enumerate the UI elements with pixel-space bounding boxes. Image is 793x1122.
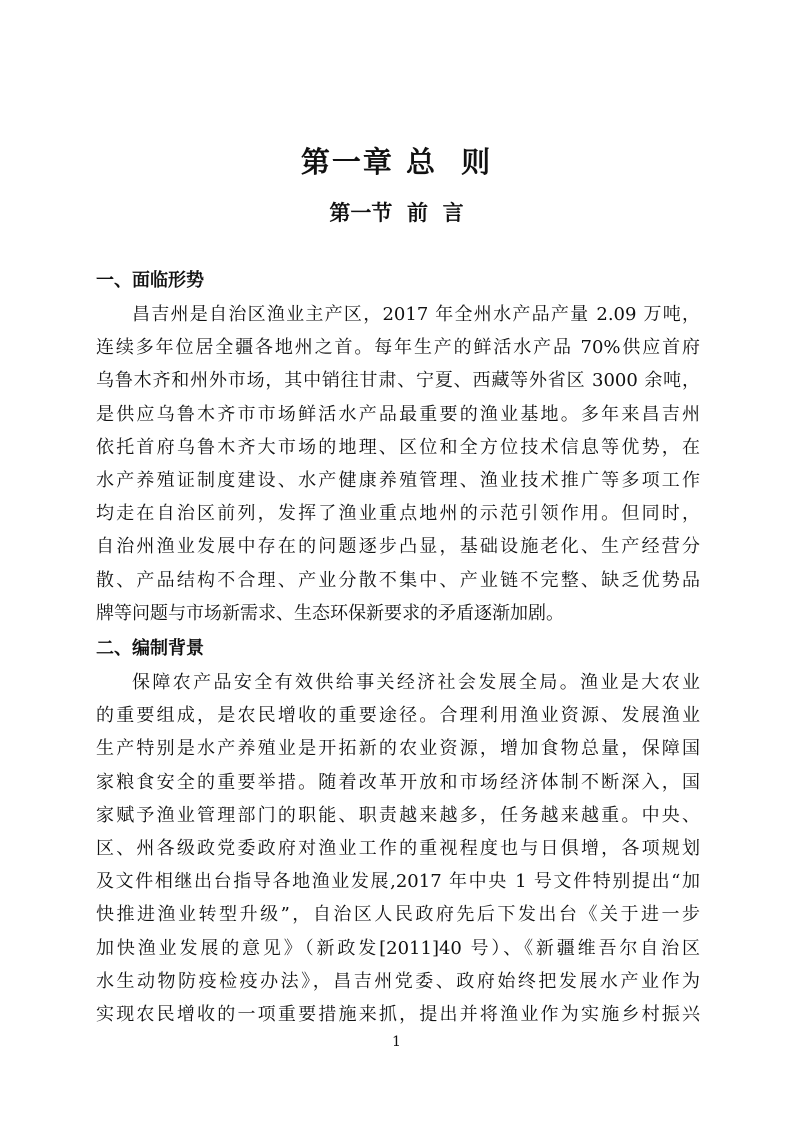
paragraph-line: 快推进渔业转型升级”，自治区人民政府先后下发出台《关于进一步	[96, 904, 700, 926]
heading-background: 二、编制背景	[96, 638, 204, 659]
paragraph-line: 保障农产品安全有效供给事关经济社会发展全局。渔业是大农业	[132, 672, 700, 693]
paragraph-line: 散、产品结构不合理、产业分散不集中、产业链不完整、缺乏优势品	[96, 569, 700, 591]
paragraph-line: 牌等问题与市场新需求、生态环保新要求的矛盾逐渐加剧。	[96, 602, 564, 624]
paragraph-line: 昌吉州是自治区渔业主产区，2017 年全州水产品产量 2.09 万吨，	[132, 304, 700, 325]
section-title: 第一节 前 言	[329, 201, 464, 225]
paragraph-line: 乌鲁木齐和州外市场，其中销往甘肃、宁夏、西藏等外省区 3000 余吨，	[96, 370, 700, 392]
page-number: 1	[392, 1034, 401, 1050]
paragraph-line: 家粮食安全的重要举措。随着改革开放和市场经济体制不断深入，国	[96, 771, 700, 793]
paragraph-line: 及文件相继出台指导各地渔业发展,2017 年中央 1 号文件特别提出“加	[96, 871, 700, 893]
paragraph-line: 加快渔业发展的意见》（新政发[2011]40 号）、《新疆维吾尔自治区	[96, 937, 700, 959]
paragraph-line: 水生动物防疫检疫办法》，昌吉州党委、政府始终把发展水产业作为	[96, 970, 700, 992]
paragraph-line: 生产特别是水产养殖业是开拓新的农业资源，增加食物总量，保障国	[96, 738, 700, 760]
paragraph-line: 区、州各级政党委政府对渔业工作的重视程度也与日俱增，各项规划	[96, 837, 700, 859]
paragraph-line: 的重要组成，是农民增收的重要途径。合理利用渔业资源、发展渔业	[96, 705, 700, 727]
paragraph-line: 水产养殖证制度建设、水产健康养殖管理、渔业技术推广等多项工作	[96, 469, 700, 491]
heading-situation: 一、面临形势	[96, 270, 204, 291]
paragraph-line: 均走在自治区前列，发挥了渔业重点地州的示范引领作用。但同时，	[96, 503, 700, 525]
paragraph-line: 是供应乌鲁木齐市市场鲜活水产品最重要的渔业基地。多年来昌吉州	[96, 403, 700, 425]
paragraph-line: 实现农民增收的一项重要措施来抓，提出并将渔业作为实施乡村振兴	[96, 1003, 700, 1025]
paragraph-background	[96, 666, 700, 1031]
paragraph-situation	[96, 298, 700, 630]
paragraph-line: 家赋予渔业管理部门的职能、职责越来越多，任务越来越重。中央、	[96, 804, 700, 826]
paragraph-line: 自治州渔业发展中存在的问题逐步凸显，基础设施老化、生产经营分	[96, 536, 700, 558]
paragraph-line: 依托首府乌鲁木齐大市场的地理、区位和全方位技术信息等优势，在	[96, 436, 700, 458]
chapter-title: 第一章 总 则	[300, 145, 493, 179]
paragraph-line: 连续多年位居全疆各地州之首。每年生产的鲜活水产品 70%供应首府	[96, 337, 700, 359]
